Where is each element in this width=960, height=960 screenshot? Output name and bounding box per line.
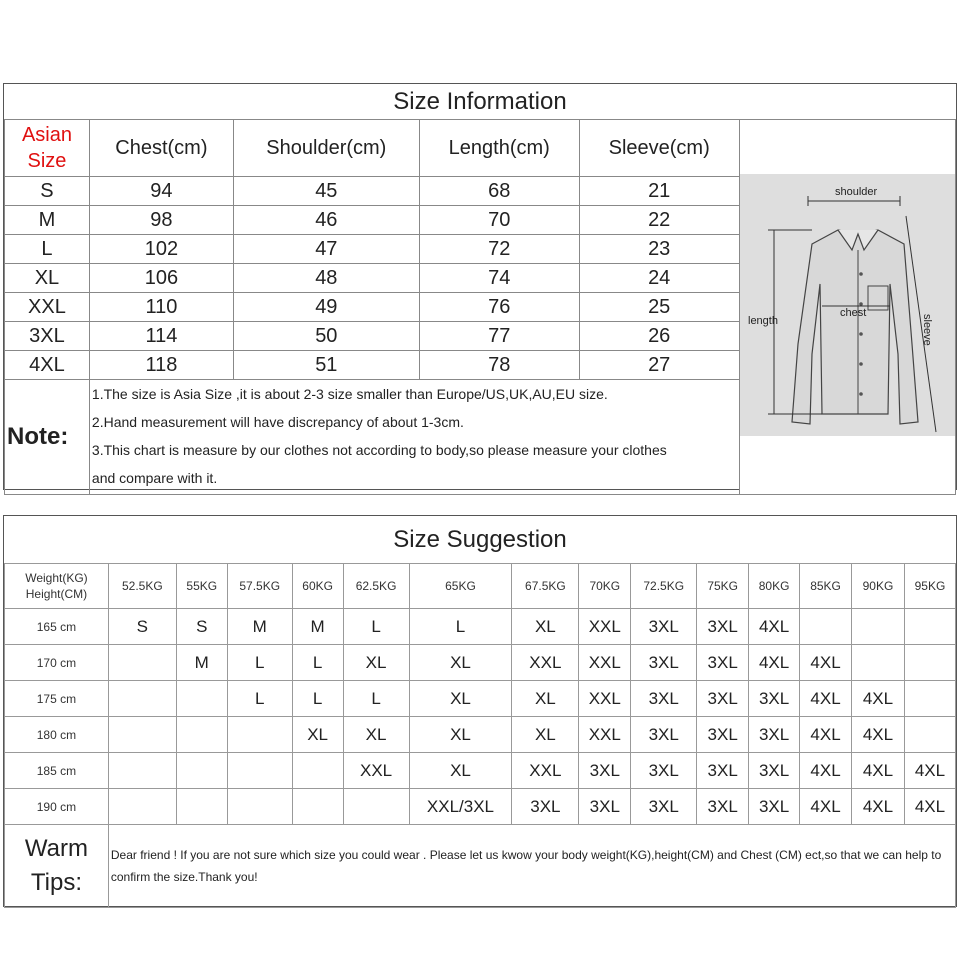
chest-cell: 118	[89, 351, 233, 380]
warm-tips-label	[5, 825, 109, 908]
suggested-size-cell: 4XL	[800, 645, 852, 681]
size-information-title: Size Information	[4, 84, 956, 120]
sleeve-cell: 24	[579, 264, 739, 293]
chest-header: Chest(cm)	[89, 120, 233, 177]
suggestion-rows	[5, 609, 956, 825]
chest-cell: 114	[89, 322, 233, 351]
note-text	[89, 380, 739, 495]
suggested-size-cell: S	[176, 609, 227, 645]
suggested-size-cell: XL	[409, 717, 512, 753]
height-row	[5, 609, 956, 645]
suggested-size-cell: 3XL	[631, 753, 697, 789]
suggested-size-cell: 3XL	[749, 789, 800, 825]
suggested-size-cell: 4XL	[904, 753, 955, 789]
height-cell: 180 cm	[5, 717, 109, 753]
suggested-size-cell: XL	[409, 645, 512, 681]
shoulder-cell: 49	[233, 293, 419, 322]
size-cell: 3XL	[5, 322, 90, 351]
suggested-size-cell: 4XL	[800, 789, 852, 825]
corner-weight-label: Weight(KG)	[25, 571, 88, 585]
weight-header: 62.5KG	[343, 564, 409, 609]
height-row	[5, 717, 956, 753]
suggested-size-cell: L	[227, 645, 292, 681]
sleeve-cell: 23	[579, 235, 739, 264]
suggested-size-cell	[176, 681, 227, 717]
suggested-size-cell: XL	[512, 609, 579, 645]
suggested-size-cell: XXL	[579, 717, 631, 753]
suggested-size-cell: XL	[512, 681, 579, 717]
shoulder-cell: 51	[233, 351, 419, 380]
chest-cell: 94	[89, 177, 233, 206]
weight-header: 60KG	[292, 564, 343, 609]
suggested-size-cell: L	[343, 609, 409, 645]
height-cell: 190 cm	[5, 789, 109, 825]
sleeve-cell: 21	[579, 177, 739, 206]
weight-header: 57.5KG	[227, 564, 292, 609]
suggested-size-cell: XXL	[343, 753, 409, 789]
shirt-measurement-diagram	[740, 174, 955, 436]
suggested-size-cell: 3XL	[512, 789, 579, 825]
suggested-size-cell: XL	[343, 645, 409, 681]
chest-cell: 106	[89, 264, 233, 293]
shoulder-header: Shoulder(cm)	[233, 120, 419, 177]
suggested-size-cell	[227, 753, 292, 789]
warm-tips-text: Dear friend ! If you are not sure which size you could wear . Please let us kwow your body weight(KG),height(CM) and Chest (CM) ect,so that we can help to confirm the size.Thank you!	[108, 825, 955, 908]
suggested-size-cell: 3XL	[697, 681, 749, 717]
note-line: 2.Hand measurement will have discrepancy of about 1-3cm.	[91, 414, 464, 430]
length-cell: 68	[419, 177, 579, 206]
weight-header: 90KG	[852, 564, 905, 609]
shoulder-cell: 48	[233, 264, 419, 293]
suggested-size-cell: XL	[409, 681, 512, 717]
warm-tips-line1: Warm	[24, 835, 88, 862]
suggested-size-cell: 3XL	[631, 609, 697, 645]
weight-header: 75KG	[697, 564, 749, 609]
note-line: and compare with it.	[91, 470, 218, 486]
suggested-size-cell: M	[227, 609, 292, 645]
suggested-size-cell	[852, 645, 905, 681]
suggested-size-cell	[176, 717, 227, 753]
shoulder-cell: 45	[233, 177, 419, 206]
weight-header: 70KG	[579, 564, 631, 609]
suggested-size-cell: 4XL	[852, 753, 905, 789]
suggested-size-cell: 4XL	[800, 681, 852, 717]
suggested-size-cell: XXL	[512, 645, 579, 681]
suggested-size-cell: 4XL	[800, 753, 852, 789]
suggested-size-cell: XXL/3XL	[409, 789, 512, 825]
weight-height-corner	[5, 564, 109, 609]
chest-cell: 102	[89, 235, 233, 264]
sleeve-cell: 25	[579, 293, 739, 322]
suggested-size-cell	[227, 717, 292, 753]
suggested-size-cell	[292, 789, 343, 825]
suggested-size-cell: M	[292, 609, 343, 645]
suggested-size-cell: 3XL	[631, 681, 697, 717]
size-header-row	[5, 120, 956, 177]
suggested-size-cell: 4XL	[800, 717, 852, 753]
shoulder-cell: 50	[233, 322, 419, 351]
suggested-size-cell	[108, 681, 176, 717]
suggested-size-cell	[108, 753, 176, 789]
suggested-size-cell: 4XL	[852, 717, 905, 753]
suggested-size-cell: 3XL	[749, 753, 800, 789]
suggested-size-cell	[108, 717, 176, 753]
suggested-size-cell: 4XL	[852, 681, 905, 717]
sleeve-cell: 26	[579, 322, 739, 351]
chest-label: chest	[840, 307, 867, 319]
suggested-size-cell: 3XL	[631, 645, 697, 681]
suggested-size-cell: L	[409, 609, 512, 645]
length-label: length	[748, 315, 778, 327]
suggested-size-cell: XXL	[579, 609, 631, 645]
size-suggestion-title: Size Suggestion	[393, 526, 567, 553]
suggested-size-cell	[292, 753, 343, 789]
sleeve-label: sleeve	[921, 314, 933, 346]
suggested-size-cell	[227, 789, 292, 825]
shoulder-label: shoulder	[835, 186, 878, 198]
suggested-size-cell	[176, 789, 227, 825]
sleeve-header: Sleeve(cm)	[579, 120, 739, 177]
weight-header: 80KG	[749, 564, 800, 609]
height-row	[5, 753, 956, 789]
weight-header: 52.5KG	[108, 564, 176, 609]
weight-header: 85KG	[800, 564, 852, 609]
suggested-size-cell: L	[227, 681, 292, 717]
shoulder-cell: 47	[233, 235, 419, 264]
suggested-size-cell: M	[176, 645, 227, 681]
sleeve-cell: 22	[579, 206, 739, 235]
suggested-size-cell	[904, 717, 955, 753]
suggested-size-cell: XL	[292, 717, 343, 753]
weight-header: 65KG	[409, 564, 512, 609]
warm-tips-row	[5, 825, 956, 908]
suggested-size-cell	[108, 789, 176, 825]
note-label: Note:	[5, 380, 90, 495]
suggested-size-cell: XXL	[579, 645, 631, 681]
size-cell: M	[5, 206, 90, 235]
suggested-size-cell: 4XL	[749, 645, 800, 681]
suggested-size-cell: 3XL	[749, 717, 800, 753]
height-cell: 175 cm	[5, 681, 109, 717]
suggested-size-cell	[800, 609, 852, 645]
weight-header: 95KG	[904, 564, 955, 609]
length-cell: 74	[419, 264, 579, 293]
length-cell: 78	[419, 351, 579, 380]
size-cell: 4XL	[5, 351, 90, 380]
suggested-size-cell	[904, 645, 955, 681]
suggested-size-cell: XL	[343, 717, 409, 753]
height-row	[5, 645, 956, 681]
suggested-size-cell	[343, 789, 409, 825]
suggested-size-cell: 3XL	[749, 681, 800, 717]
shirt-icon	[740, 174, 955, 436]
asian-size-header-line2: Size	[27, 150, 67, 172]
length-cell: 72	[419, 235, 579, 264]
suggested-size-cell: S	[108, 609, 176, 645]
warm-tips-line2: Tips:	[30, 869, 82, 896]
suggested-size-cell: 3XL	[579, 789, 631, 825]
suggested-size-cell: 3XL	[579, 753, 631, 789]
suggested-size-cell: 3XL	[697, 645, 749, 681]
size-cell: XXL	[5, 293, 90, 322]
suggested-size-cell: 3XL	[697, 717, 749, 753]
height-row	[5, 681, 956, 717]
size-cell: L	[5, 235, 90, 264]
height-cell: 185 cm	[5, 753, 109, 789]
size-information-panel	[3, 83, 957, 490]
size-suggestion-table	[4, 563, 956, 908]
length-cell: 76	[419, 293, 579, 322]
suggested-size-cell: XXL	[512, 753, 579, 789]
length-cell: 77	[419, 322, 579, 351]
sleeve-cell: 27	[579, 351, 739, 380]
shoulder-cell: 46	[233, 206, 419, 235]
height-row	[5, 789, 956, 825]
size-cell: XL	[5, 264, 90, 293]
size-cell: S	[5, 177, 90, 206]
suggested-size-cell: L	[343, 681, 409, 717]
suggested-size-cell: XXL	[579, 681, 631, 717]
suggested-size-cell: L	[292, 681, 343, 717]
asian-size-header-line1: Asian	[21, 124, 72, 146]
asian-size-header	[5, 120, 90, 177]
length-cell: 70	[419, 206, 579, 235]
height-cell: 165 cm	[5, 609, 109, 645]
suggested-size-cell	[852, 609, 905, 645]
corner-height-label: Height(CM)	[25, 587, 88, 601]
suggested-size-cell: 4XL	[904, 789, 955, 825]
note-line: 1.The size is Asia Size ,it is about 2-3 size smaller than Europe/US,UK,AU,EU size.	[91, 386, 608, 402]
suggested-size-cell: 3XL	[631, 717, 697, 753]
size-suggestion-panel	[3, 515, 957, 907]
suggested-size-cell	[904, 609, 955, 645]
weight-header: 72.5KG	[631, 564, 697, 609]
note-line: 3.This chart is measure by our clothes not according to body,so please measure your clothes	[91, 442, 667, 458]
suggested-size-cell: XL	[409, 753, 512, 789]
chest-cell: 98	[89, 206, 233, 235]
weight-header-row	[5, 564, 956, 609]
suggested-size-cell	[904, 681, 955, 717]
suggested-size-cell: L	[292, 645, 343, 681]
suggested-size-cell: 3XL	[697, 609, 749, 645]
suggested-size-cell: 4XL	[852, 789, 905, 825]
suggested-size-cell: 3XL	[631, 789, 697, 825]
suggested-size-cell	[176, 753, 227, 789]
chest-cell: 110	[89, 293, 233, 322]
suggested-size-cell: XL	[512, 717, 579, 753]
weight-header: 67.5KG	[512, 564, 579, 609]
suggested-size-cell: 4XL	[749, 609, 800, 645]
suggested-size-cell	[108, 645, 176, 681]
suggested-size-cell: 3XL	[697, 753, 749, 789]
length-header: Length(cm)	[419, 120, 579, 177]
suggested-size-cell: 3XL	[697, 789, 749, 825]
weight-header: 55KG	[176, 564, 227, 609]
height-cell: 170 cm	[5, 645, 109, 681]
